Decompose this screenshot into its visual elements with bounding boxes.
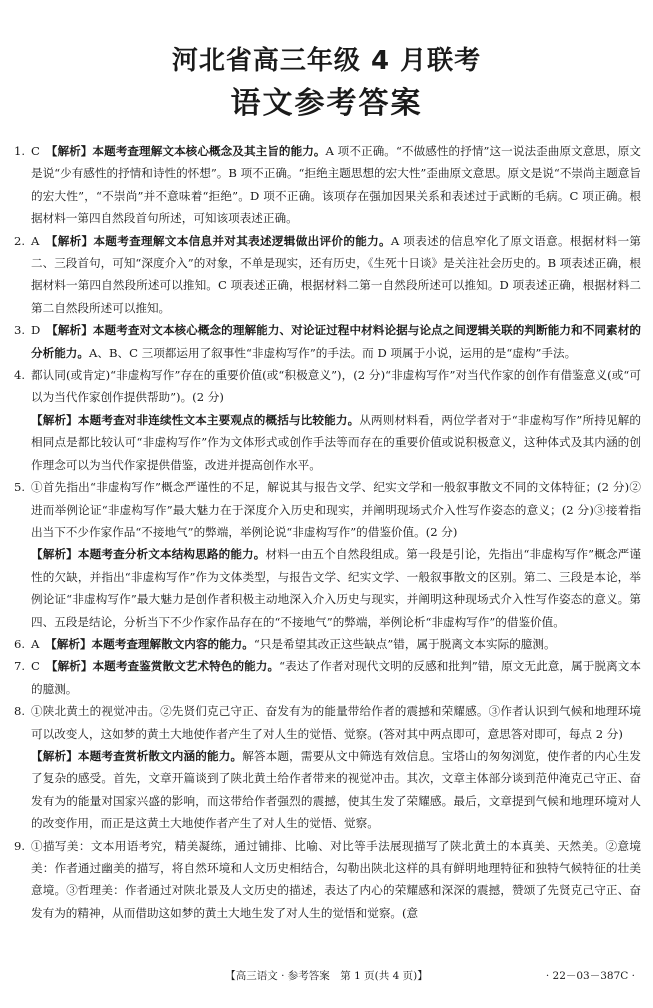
- answer-item-8: [14, 700, 641, 745]
- title-block: [0, 44, 653, 124]
- footer-code: · 22－03－387C ·: [545, 970, 635, 982]
- item-body: [31, 700, 641, 745]
- answer-content: [14, 140, 641, 924]
- answer-text: 都认同(或肯定)“非虚构写作”存在的重要价值(或“积极意义”)，(2 分)“非虚构写作”对当代作家的创作有借鉴意义(或“可以为当代作家创作提供帮助”)。(2 分): [31, 368, 641, 405]
- answer-item-1: [14, 140, 641, 230]
- item-body: [31, 230, 641, 320]
- item-answer: C: [31, 659, 40, 674]
- analysis-label: 【解析】本题考查理解文本信息并对其表述逻辑做出评价的能力。: [51, 233, 391, 248]
- page-title: 河北省高三年级 4 月联考: [171, 46, 482, 76]
- item-answer: D: [31, 323, 41, 338]
- answer-text: ①首先指出“非虚构写作”概念严谨性的不足，解说其与报告文学、纪实文学和一般叙事散文不同的文体特征；(2 分)②进而举例论证“非虚构写作”最大魅力在于深度介入历史和现实，并阐明现场式介入性写作姿态的意义；(2 分)③接着指出当下不少作家作品“不接地气”的弊端，举例论说“非虚构写作”的借鉴价值。(2 分): [31, 480, 641, 539]
- item-number: 9.: [14, 838, 26, 853]
- item-body: [31, 633, 641, 655]
- analysis-label: 【解析】本题考查赏析散文内涵的能力。: [31, 748, 243, 763]
- analysis-label: 【解析】本题考查理解散文内容的能力。: [50, 636, 254, 651]
- analysis-label: 【解析】本题考查鉴赏散文艺术特色的能力。: [51, 659, 280, 674]
- item-answer: A: [31, 233, 40, 248]
- item-body: [31, 835, 641, 925]
- analysis-text: A 项不正确。“不做感性的抒情”这一说法歪曲原文意思，原文是说“少有感性的抒情和诗性的怀想”。B 项不正确。“拒绝主题思想的宏大性”歪曲原文意思。原文是说“不崇尚主题意旨的宏大性”，“不崇尚”并不意味着“拒绝”。D 项不正确。该项存在强加因果关系和表述过于武断的毛病。C 项正确。根据材料一第四自然段首句所述，可知该项表述正确。: [31, 144, 641, 226]
- analysis-paragraph-5: [14, 543, 641, 633]
- answer-item-6: [14, 633, 641, 655]
- answer-item-3: [14, 319, 641, 364]
- item-number: 4.: [14, 368, 26, 383]
- item-body: [31, 364, 641, 409]
- answer-item-4: [14, 364, 641, 409]
- analysis-text: 从两则材料看，两位学者对于“非虚构写作”所持见解的相同点是都比较认可“非虚构写作”作为文体形式或创作手法等而存在的重要价值或说积极意义，这种体式及其内涵的创作理念可以为当代作家提供借鉴，改进并提高创作水平。: [31, 412, 641, 472]
- footer-page-info: 【高三语文 · 参考答案 第 1 页(共 4 页)】: [225, 970, 428, 982]
- item-body: [31, 140, 641, 230]
- analysis-text: “表达了作者对现代文明的反感和批判”错，原文无此意，属于脱离文本的臆测。: [31, 659, 641, 696]
- item-number: 2.: [14, 233, 26, 248]
- item-number: 5.: [14, 480, 26, 495]
- analysis-label: 【解析】本题考查理解文本核心概念及其主旨的能力。: [51, 144, 326, 158]
- page-subtitle: 语文参考答案: [230, 86, 423, 121]
- analysis-label: 【解析】本题考查对非连续性文本主要观点的概括与比较能力。: [31, 412, 360, 427]
- item-number: 1.: [14, 144, 26, 158]
- item-number: 8.: [14, 704, 26, 719]
- item-number: 3.: [14, 323, 26, 338]
- item-body: [31, 655, 641, 700]
- analysis-text: A 项表述的信息窄化了原文语意。根据材料一第二、三段首句，可知“深度介入”的对象，不单是现实，还有历史，《生死十日谈》是关注社会历史的。B 项表述正确，根据材料一第四自然段所述可以推知。C 项表述正确，根据材料二第一自然段所述可以推知。D 项表述正确，根据材料二第二自然段所述可以推知。: [31, 233, 641, 315]
- analysis-paragraph-8: [14, 745, 641, 835]
- item-body: [31, 476, 641, 543]
- answer-text: ①描写美：文本用语考究，精美凝练，通过铺排、比喻、对比等手法展现描写了陕北黄土的本真美、天然美。②意境美：作者通过幽美的描写，将自然环境和人文历史相结合，勾勒出陕北这样的具有鲜明地理特征和独特气候特征的壮美意境。③哲理美：作者通过对陕北景及人文历史的描述，表达了内心的荣耀感和深深的震撼，赞颂了先贤克己守正、奋发有为的精神，从而借助这如梦的黄土大地生发了对人生的觉悟和觉察。(意: [31, 838, 641, 920]
- answer-item-2: [14, 230, 641, 320]
- analysis-text: 解答本题，需要从文中筛选有效信息。宝塔山的匆匆浏览，使作者的内心生发了复杂的感受。首先，文章开篇谈到了陕北黄土给作者带来的视觉冲击。其次，文章主体部分谈到范仲淹克己守正、奋发有为的能量对国家兴盛的影响，而这带给作者强烈的震撼，使其生发了荣耀感。最后，文章提到气候和地理环境对人的改变作用，而正是这黄土大地使作者产生了对人生的觉悟、觉察。: [31, 748, 641, 831]
- analysis-text: A、B、C 三项都运用了叙事性“非虚构写作”的手法。而 D 项属于小说，运用的是“虚构”手法。: [88, 345, 577, 360]
- analysis-text: 材料一由五个自然段组成。第一段是引论，先指出“非虚构写作”概念严谨性的欠缺，并指出“非虚构写作”作为文体类型，与报告文学、纪实文学、一般叙事散文的区别。第二、三段是本论，举例论证“非虚构写作”最大魅力是创作者积极主动地深入介入历史与现实，并阐明这种现场式介入性写作姿态的意义。第四、五段是结论，分析当下不少作家作品存在的“不接地气”的弊端，举例论析“非虚构写作”的借鉴价值。: [31, 547, 641, 629]
- analysis-text: “只是希望其改正这些缺点”错，属于脱离文本实际的臆测。: [253, 636, 556, 651]
- item-answer: A: [31, 636, 40, 651]
- answer-text: ①陕北黄土的视觉冲击。②先贤们克己守正、奋发有为的能量带给作者的震撼和荣耀感。③作者认识到气候和地理环境可以改变人，这如梦的黄土大地使作者产生了对人生的觉悟、觉察。(答对其中两点即可，意思答对即可，每点 2 分): [31, 704, 641, 741]
- item-answer: C: [31, 144, 40, 158]
- item-number: 6.: [14, 636, 26, 651]
- answer-item-7: [14, 655, 641, 700]
- answer-item-5: [14, 476, 641, 543]
- item-number: 7.: [14, 659, 26, 674]
- item-body: [31, 319, 641, 364]
- analysis-label: 【解析】本题考查对文本核心概念的理解能力、对论证过程中材料论据与论点之间逻辑关联的判断能力和不同素材的分析能力。: [31, 323, 641, 360]
- analysis-paragraph-4: [14, 409, 641, 476]
- analysis-label: 【解析】本题考查分析文本结构思路的能力。: [31, 547, 266, 562]
- answer-item-9: [14, 835, 641, 925]
